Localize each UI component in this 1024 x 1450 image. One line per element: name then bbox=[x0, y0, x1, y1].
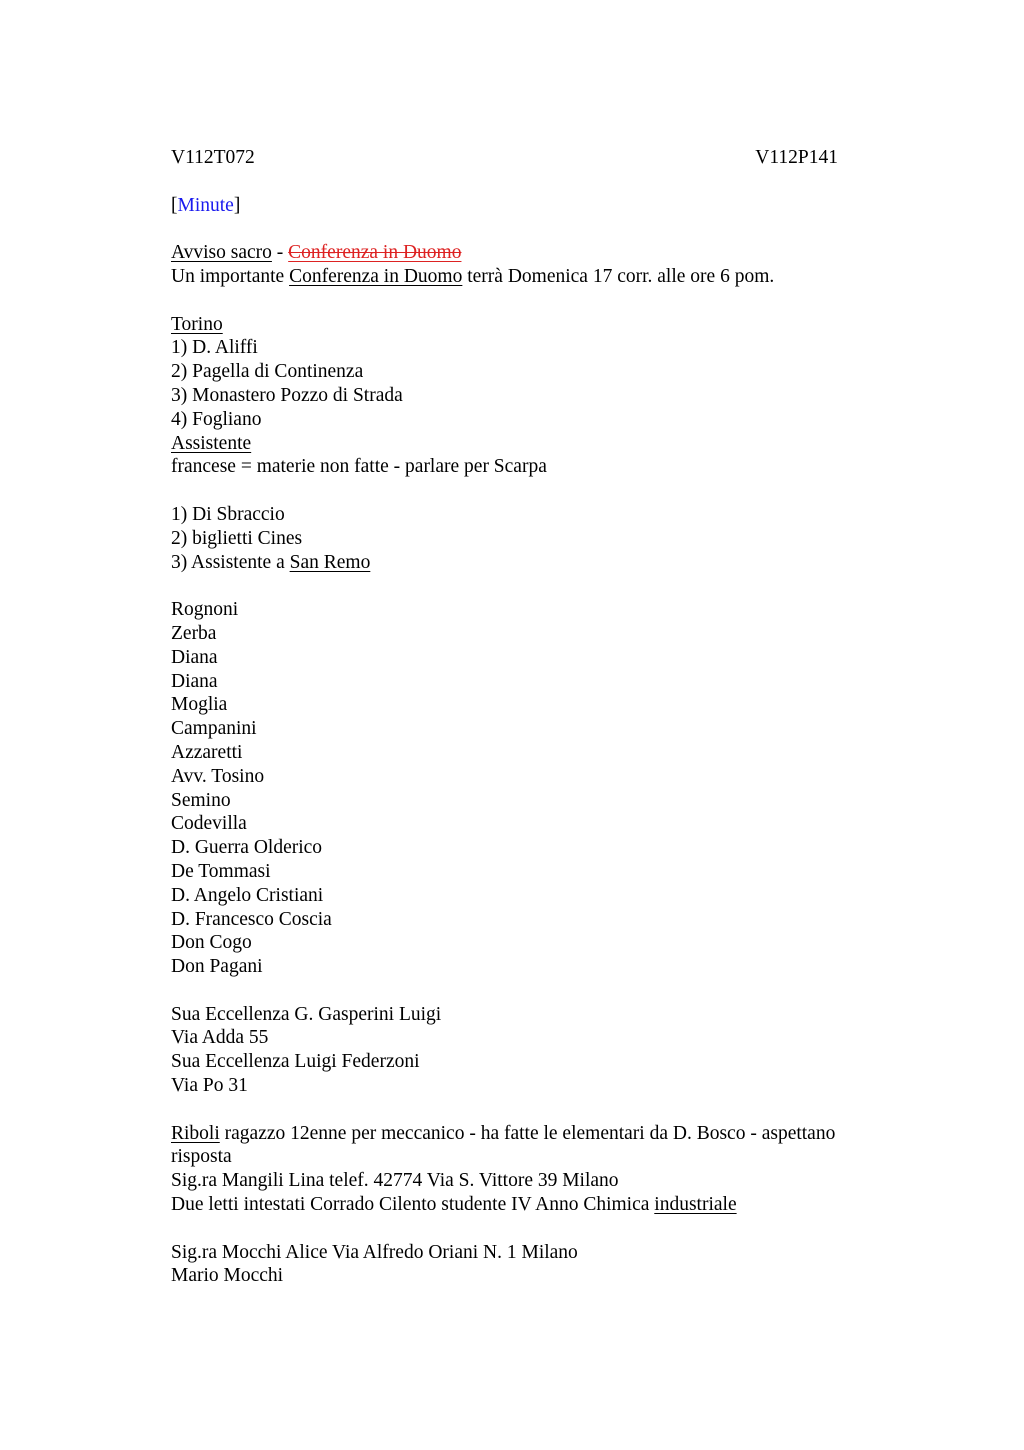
name-item: D. Francesco Coscia bbox=[171, 908, 332, 930]
spacer bbox=[171, 289, 891, 313]
name-item: Azzaretti bbox=[171, 741, 243, 763]
spacer bbox=[171, 170, 891, 194]
spacer bbox=[171, 574, 891, 598]
name-item: Rognoni bbox=[171, 599, 239, 621]
minute-link[interactable]: Minute bbox=[177, 194, 234, 216]
second-list-item: 2) biglietti Cines bbox=[171, 527, 303, 549]
letti-start: Due letti intestati Corrado Cilento studente IV Anno Chimica bbox=[171, 1194, 655, 1216]
letti-link: industriale bbox=[654, 1194, 737, 1216]
spacer bbox=[171, 1217, 891, 1241]
avviso-announcement bbox=[171, 265, 891, 289]
avviso-line-link: Conferenza in Duomo bbox=[289, 265, 463, 287]
torino-item: 4) Fogliano bbox=[171, 408, 262, 430]
avviso-line-end: terrà Domenica 17 corr. alle ore 6 pom. bbox=[462, 265, 775, 287]
torino-item: 3) Monastero Pozzo di Strada bbox=[171, 384, 403, 406]
minute-bracket-open: [ bbox=[171, 194, 178, 216]
spacer bbox=[171, 1098, 891, 1122]
avviso-separator: - bbox=[271, 242, 289, 264]
name-item: De Tommasi bbox=[171, 860, 271, 882]
name-item: Don Pagani bbox=[171, 956, 263, 978]
header-codes bbox=[171, 146, 838, 170]
letti-line bbox=[171, 1193, 891, 1217]
second-list-item3-prefix: 3) Assistente a bbox=[171, 551, 290, 573]
spacer bbox=[171, 979, 891, 1003]
name-item: Semino bbox=[171, 789, 231, 811]
name-item: Don Cogo bbox=[171, 932, 252, 954]
mocchi-line: Mario Mocchi bbox=[171, 1265, 284, 1287]
torino-heading: Torino bbox=[171, 313, 223, 335]
name-item: Diana bbox=[171, 646, 218, 668]
assistente-heading: Assistente bbox=[171, 432, 252, 454]
name-item: Moglia bbox=[171, 694, 228, 716]
avviso-struck-text: Conferenza in Duomo bbox=[288, 242, 462, 264]
name-item: Zerba bbox=[171, 622, 217, 644]
avviso-title-line bbox=[171, 241, 891, 265]
second-list-item-3 bbox=[171, 551, 891, 575]
second-list-item: 1) Di Sbraccio bbox=[171, 503, 285, 525]
second-list-item3-place: San Remo bbox=[289, 551, 371, 573]
mocchi-line: Sig.ra Mocchi Alice Via Alfredo Oriani N. 1 Milano bbox=[171, 1241, 578, 1263]
avviso-title: Avviso sacro bbox=[171, 242, 272, 264]
minute-line bbox=[171, 194, 891, 218]
name-item: Avv. Tosino bbox=[171, 765, 265, 787]
riboli-text: ragazzo 12enne per meccanico - ha fatte le elementari da D. Bosco - aspettano risposta bbox=[171, 1122, 836, 1168]
address-line: Sua Eccellenza G. Gasperini Luigi bbox=[171, 1003, 442, 1025]
name-item: D. Angelo Cristiani bbox=[171, 884, 324, 906]
riboli-name: Riboli bbox=[171, 1122, 220, 1144]
address-line: Via Adda 55 bbox=[171, 1027, 269, 1049]
torino-item: 1) D. Aliffi bbox=[171, 337, 258, 359]
riboli-paragraph bbox=[171, 1122, 891, 1170]
name-item: Codevilla bbox=[171, 813, 247, 835]
avviso-line-start: Un importante bbox=[171, 265, 290, 287]
name-item: Campanini bbox=[171, 718, 257, 740]
header-right-code: V112P141 bbox=[755, 147, 838, 168]
torino-item: 2) Pagella di Continenza bbox=[171, 361, 364, 383]
document-body bbox=[171, 146, 891, 1288]
minute-bracket-close: ] bbox=[233, 194, 241, 216]
spacer bbox=[171, 479, 891, 503]
spacer bbox=[171, 217, 891, 241]
address-line: Via Po 31 bbox=[171, 1075, 248, 1097]
address-line: Sua Eccellenza Luigi Federzoni bbox=[171, 1051, 420, 1073]
mangili-line: Sig.ra Mangili Lina telef. 42774 Via S. Vittore 39 Milano bbox=[171, 1170, 619, 1192]
header-left-code: V112T072 bbox=[171, 147, 255, 168]
assistente-note: francese = materie non fatte - parlare per Scarpa bbox=[171, 456, 547, 478]
name-item: D. Guerra Olderico bbox=[171, 837, 323, 859]
name-item: Diana bbox=[171, 670, 218, 692]
